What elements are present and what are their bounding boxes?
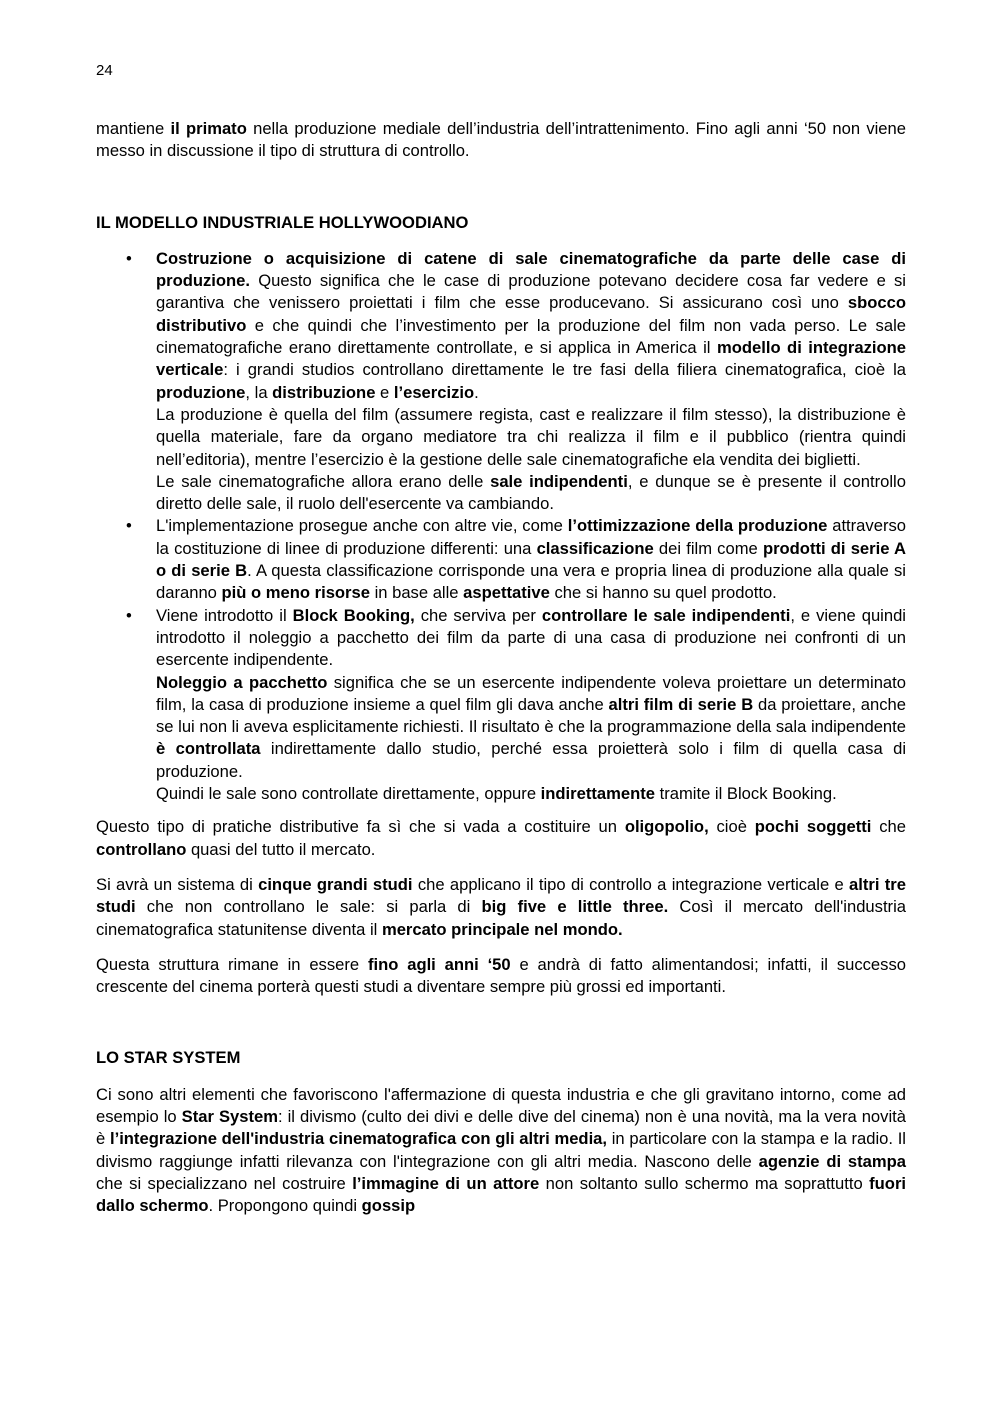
bold-run: Costruzione o acquisizione di catene di sale cinematografiche da parte delle case di produzione. <box>156 248 906 291</box>
bold-run: cinque grandi studi <box>258 874 413 894</box>
bold-run: Noleggio a pacchetto <box>156 672 328 692</box>
text-run: . <box>474 382 479 402</box>
text-run: : i grandi studios controllano direttamente le tre fasi della filiera cinematografica, cioè la <box>223 360 906 380</box>
item-paragraph <box>156 471 906 516</box>
item-paragraph <box>156 248 906 404</box>
list-item <box>96 605 906 806</box>
text-run: che si hanno su quel prodotto. <box>549 583 777 603</box>
bold-run: modello di integrazione verticale <box>156 338 907 380</box>
body-paragraph <box>96 1084 906 1218</box>
section-heading-hollywood: IL MODELLO INDUSTRIALE HOLLYWOODIANO <box>96 212 469 232</box>
bold-run: gossip <box>361 1196 416 1216</box>
section-heading-star-system: LO STAR SYSTEM <box>96 1048 241 1068</box>
text-run: : il divismo (culto dei divi e delle dive del cinema) non è una novità, ma la vera novità è <box>96 1106 906 1149</box>
text-run: quasi del tutto il mercato. <box>186 839 376 859</box>
bold-run: l’integrazione dell'industria cinematografica con gli altri media, <box>109 1129 608 1149</box>
body-paragraph <box>96 874 906 941</box>
bold-run: l’esercizio <box>393 382 475 402</box>
bold-run: sbocco distributivo <box>156 293 906 335</box>
bold-run: classificazione <box>536 538 654 558</box>
bold-run: altri tre studi <box>96 874 906 917</box>
text-run: cioè <box>708 817 755 837</box>
text-run: L'implementazione prosegue anche con altre vie, come <box>156 516 568 536</box>
bold-run: è controllata <box>156 739 261 759</box>
text-run: Le sale cinematografiche allora erano delle <box>156 471 491 491</box>
text-run: . Propongono quindi <box>208 1196 362 1216</box>
text-run: , la <box>245 382 273 402</box>
page-number: 24 <box>96 62 113 79</box>
list-item <box>96 248 906 516</box>
intro-paragraph <box>96 118 906 163</box>
bold-run: controllano <box>96 839 187 859</box>
text-run: Così il mercato dell'industria cinematografica statunitense diventa il <box>96 897 906 939</box>
bold-run: big five e little three. <box>481 897 669 917</box>
bold-run: l’ottimizzazione della produzione <box>567 516 828 536</box>
bullet-list <box>96 248 906 805</box>
text-run: e andrà di fatto alimentandosi; infatti, il successo crescente del cinema porterà questi studi a diventare sempre più grossi ed importanti. <box>96 954 906 997</box>
text-run: , e dunque se è presente il controllo diretto delle sale, il ruolo dell'esercente va cambiando. <box>156 471 906 514</box>
bold-run: altri film di serie B <box>608 694 754 714</box>
bold-run: sale indipendenti <box>490 471 628 491</box>
text-run: Ci sono altri elementi che favoriscono l'affermazione di questa industria e che gli gravitano intorno, come ad esempio lo <box>96 1084 906 1126</box>
text-run: e <box>375 382 394 402</box>
text-run: attraverso la costituzione di linee di produzione differenti: una <box>156 516 906 558</box>
page-content <box>96 118 906 1230</box>
text-run: . A questa classificazione corrisponde una vera e propria linea di produzione alla quale si daranno <box>156 561 906 603</box>
bold-run: controllare le sale indipendenti <box>541 605 791 625</box>
bold-run: fuori dallo schermo <box>96 1173 907 1216</box>
item-paragraph <box>156 605 906 672</box>
text-run: Viene introdotto il <box>156 605 293 625</box>
text-run: che applicano il tipo di controllo a integrazione verticale e <box>412 874 850 894</box>
bold-run: fino agli anni ‘50 <box>367 954 511 974</box>
bold-run: l’immagine di un attore <box>352 1173 540 1193</box>
text-run: , e viene quindi introdotto il noleggio a pacchetto dei film da parte di una casa di produzione nei confronti di un esercente indipendente. <box>156 605 906 670</box>
text-run: Questo tipo di pratiche distributive fa sì che si vada a costituire un <box>96 817 625 837</box>
bold-run: Block Booking, <box>292 605 415 625</box>
text-run: nella produzione mediale dell’industria dell’intrattenimento. Fino agli anni ‘50 non viene messo in discussione il tipo di struttura di controllo. <box>96 119 906 161</box>
text-run: che non controllano le sale: si parla di <box>135 897 482 917</box>
text-run: Questa struttura rimane in essere <box>96 954 368 974</box>
body-paragraph <box>96 816 906 861</box>
bold-run: prodotti di serie A o di serie B <box>156 538 906 581</box>
bold-run: aspettative <box>463 583 550 603</box>
item-paragraph <box>156 783 906 805</box>
body-paragraph <box>96 954 906 999</box>
bold-run: indirettamente <box>540 784 655 804</box>
text-run: mantiene <box>96 119 171 138</box>
text-run: non soltanto sullo schermo ma soprattutto <box>539 1173 870 1193</box>
bold-run: distribuzione <box>272 382 376 402</box>
bullet-icon: • <box>126 605 132 625</box>
item-paragraph: La produzione è quella del film (assumere regista, cast e realizzare il film stesso), la distribuzione è quella materiale, fare da organo mediatore tra chi realizza il film e il pubblico (rientra quindi nell’editoria), mentre l’esercizio è la gestione delle sale cinematografiche ela vendita dei biglietti. <box>156 404 906 469</box>
text-run: Si avrà un sistema di <box>96 874 259 894</box>
bullet-icon: • <box>126 248 132 268</box>
text-run: dei film come <box>653 538 763 558</box>
bold-run: mercato principale nel mondo. <box>381 919 623 939</box>
list-item <box>96 515 906 604</box>
text-run: in particolare con la stampa e la radio. Il divismo raggiunge infatti rilevanza con l'integrazione con gli altri media. Nascono delle <box>96 1129 906 1171</box>
text-run: tramite il Block Booking. <box>655 784 837 804</box>
text-run: da proiettare, anche se lui non li aveva esplicitamente richiesti. Il risultato è che la programmazione della sala indipendente <box>156 694 906 737</box>
bold-run: oligopolio, <box>624 817 709 837</box>
item-paragraph <box>156 515 906 604</box>
bullet-icon: • <box>126 516 132 536</box>
text-run: che serviva per <box>414 605 542 625</box>
text-run: significa che se un esercente indipendente voleva proiettare un determinato film, la casa di produzione insieme a quel film gli dava anche <box>156 672 906 714</box>
text-run: che si specializzano nel costruire <box>96 1173 353 1193</box>
bold-run: produzione <box>156 382 246 402</box>
bold-run: più o meno risorse <box>221 583 370 603</box>
bold-run: pochi soggetti <box>754 817 872 837</box>
bold-run: Star System <box>181 1106 278 1126</box>
text-run: che <box>871 817 906 837</box>
item-paragraph <box>156 672 906 783</box>
text-run: e che quindi che l’investimento per la produzione del film non vada perso. Le sale cinematografiche erano direttamente controllate, e si applica in America il <box>156 315 906 358</box>
text-run: Quindi le sale sono controllate direttamente, oppure <box>156 784 541 804</box>
text-run: indirettamente dallo studio, perché essa proietterà solo i film di quella casa di produzione. <box>156 739 907 781</box>
text-run: Questo significa che le case di produzione potevano decidere cosa far vedere e si garantiva che venissero proiettati i film che esse producevano. Si assicurano così uno <box>156 271 906 313</box>
bold-run: agenzie di stampa <box>758 1151 907 1171</box>
bold-run: il primato <box>170 119 247 138</box>
text-run: in base alle <box>369 583 464 603</box>
